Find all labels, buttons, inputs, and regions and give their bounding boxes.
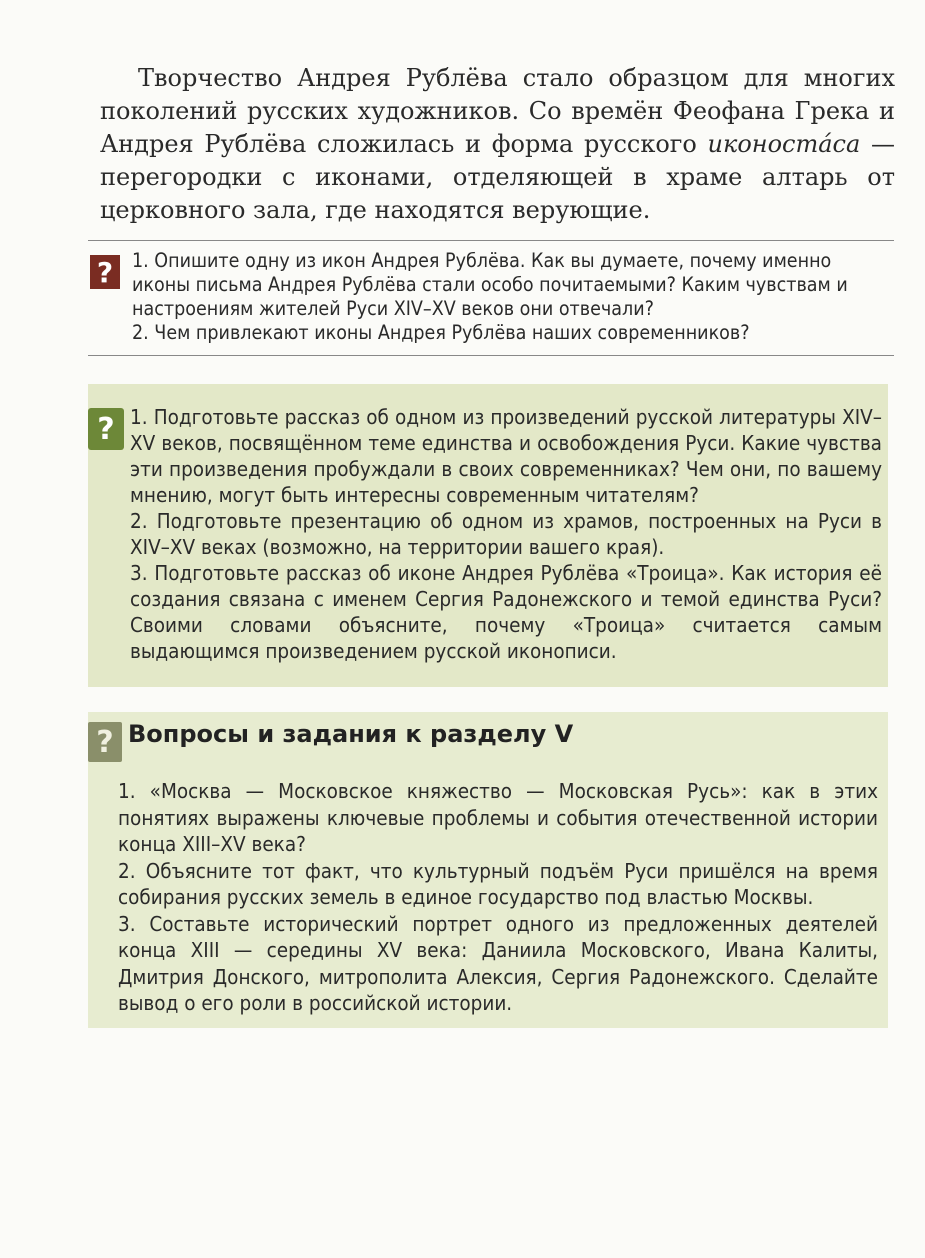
section-item: 1. «Москва — Московское княжество — Московская Русь»: как в этих понятиях выражены ключевые проблемы и события отечественной истории конца XIII–XV века? xyxy=(118,779,878,856)
question-icon: ? xyxy=(90,255,120,289)
section-question-icon: ? xyxy=(88,722,122,762)
project-item: 2. Подготовьте презентацию об одном из храмов, построенных на Руси в XIV–XV веках (возможно, на территории вашего края). xyxy=(130,509,882,559)
intro-text-end: — перегородки с иконами, отделяющей в храме алтарь от церковного зала, где находятся верующие. xyxy=(100,130,895,224)
project-question-icon: ? xyxy=(88,408,124,450)
projects-list xyxy=(130,404,882,664)
section-item: 3. Составьте исторический портрет одного из предложенных деятелей конца XIII — середины XV века: Даниила Московского, Ивана Калиты, Дмитрия Донского, митрополита Алексия, Сергия Радонежского. Сделайте вывод о его роли в российской истории. xyxy=(118,911,878,1015)
section-title: Вопросы и задания к разделу V xyxy=(128,720,574,748)
section-questions-list xyxy=(118,778,878,1017)
project-item: 1. Подготовьте рассказ об одном из произведений русской литературы XIV–XV веков, посвящённом теме единства и освобождения Руси. Какие чувства эти произведения пробуждали в своих современниках? Чем они, по вашему мнению, могут быть интересны современным читателям? xyxy=(130,405,882,507)
intro-term: иконоста́са xyxy=(707,130,861,158)
projects-block xyxy=(88,384,888,687)
section-questions-block xyxy=(88,712,888,1028)
section-item: 2. Объясните тот факт, что культурный подъём Руси пришёлся на время собирания русских земель в единое государство под властью Москвы. xyxy=(118,858,878,909)
question-item: 1. Опишите одну из икон Андрея Рублёва. Как вы думаете, почему именно иконы письма Андрея Рублёва стали особо почитаемыми? Каким чувствам и настроениям жителей Руси XIV–XV веков они отвечали? xyxy=(132,249,848,320)
intro-text-start: Творчество Андрея Рублёва стало образцом для многих поколений русских художников. Со времён Феофана Грека и Андрея Рублёва сложилась и форма русского xyxy=(100,64,895,158)
question-item: 2. Чем привлекают иконы Андрея Рублёва наших современников? xyxy=(132,321,750,344)
intro-paragraph xyxy=(100,62,895,227)
project-item: 3. Подготовьте рассказ об иконе Андрея Рублёва «Троица». Как история её создания связана с именем Сергия Радонежского и темой единства Руси? Своими словами объясните, почему «Троица» считается самым выдающимся произведением русской иконописи. xyxy=(130,561,882,663)
questions-block xyxy=(88,240,894,356)
questions-list xyxy=(132,249,894,345)
